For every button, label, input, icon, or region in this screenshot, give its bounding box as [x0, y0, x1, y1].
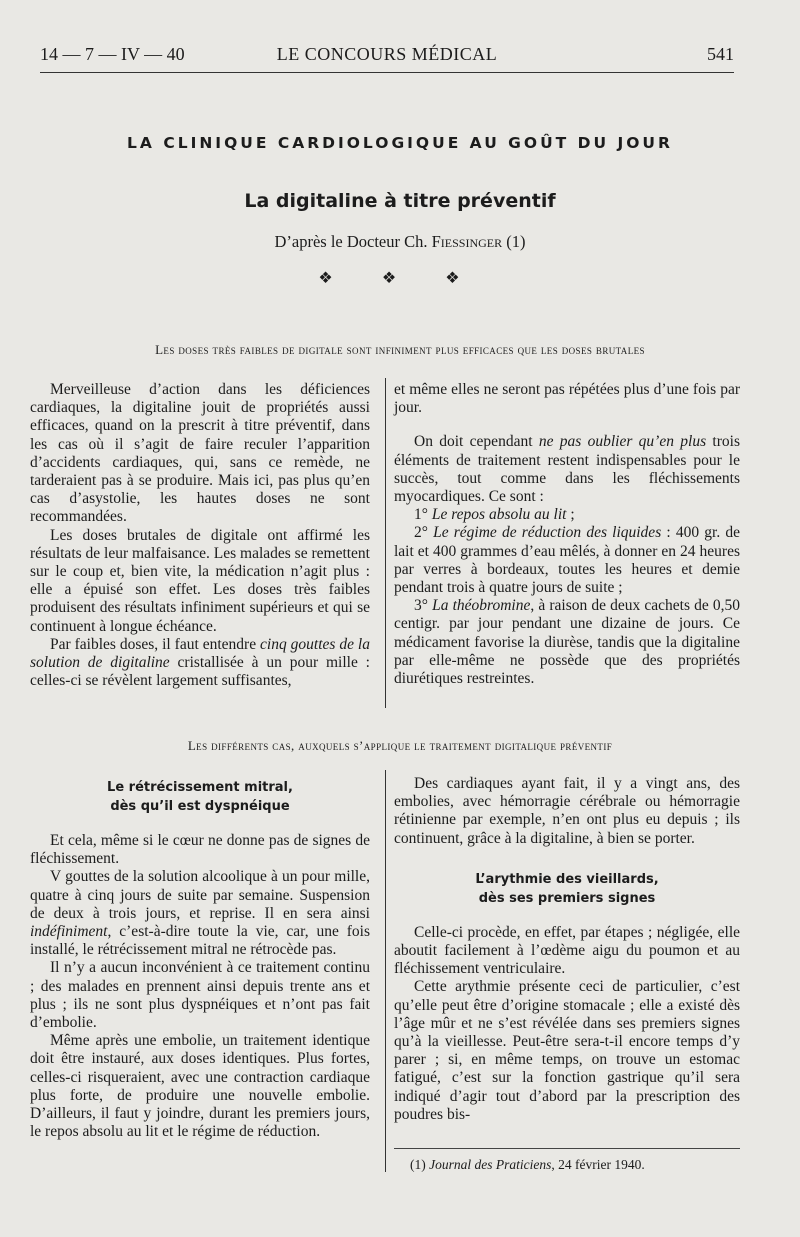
- paragraph: Cette arythmie présente ceci de particulier, c’est qu’elle peut être d’origine stomacale ; elle a existé dès l’âge mûr et ne s’est révélée dans ses premiers signes qu’à la vieillesse. Peut-être sera-t-il encore temps d’y parer ; si, en même temps, on trouve un estomac fatigué, c’est sur la fonction gastrique qu’il sera indiqué d’agir tout d’abord par la prescription des poudres bis-: [394, 978, 740, 1123]
- text-run: ;: [566, 506, 575, 524]
- section1-right-column: [394, 381, 740, 688]
- text-run: , c’est-à-dire toute la vie, car, une fois installé, le rétrécissement mitral ne rétrocède pas.: [30, 923, 370, 959]
- emphasis: cinq gouttes de la solution de digitaline: [30, 635, 370, 672]
- paragraph: Des cardiaques ayant fait, il y a vingt ans, des embolies, avec hémorragie cérébrale ou hémorragie rétinienne par exemple, n’en ont plus eu depuis ; ils continuent, grâce à la digitaline, à bien se porter.: [394, 775, 740, 847]
- text-run: On doit cependant: [414, 433, 539, 451]
- paragraph: [394, 433, 740, 506]
- text-run: cristallisée à un pour mille : celles-ci se révèlent largement suffisantes,: [30, 654, 370, 690]
- section-heading-cases: Les différents cas, auxquels s’applique le traitement digitalique préventif: [187, 738, 613, 753]
- paragraph: Merveilleuse d’action dans les déficiences cardiaques, la digitaline jouit de propriétés aussi efficaces, quand on la prescrit à titre préventif, dans les cas où il s’agit de faire reculer l’apparition d’accidents cardiaques, qui, sans ce remède, ne tarderaient pas à se produire. Mais ici, pas plus qu’en cas d’asystolie, les hautes doses ne sont recommandées.: [30, 381, 370, 526]
- footnote-number: (1): [410, 1157, 430, 1172]
- text-run: Par faibles doses, il faut entendre: [50, 635, 261, 653]
- section-heading-doses: Les doses très faibles de digitale sont infiniment plus efficaces que les doses brutales: [155, 342, 645, 357]
- paragraph-gap: [394, 908, 740, 924]
- subheading-mitral: [30, 778, 370, 816]
- footnote-source: Journal des Praticiens: [429, 1157, 552, 1172]
- article-title: La digitaline à titre préventif: [244, 190, 556, 212]
- byline-footnote-ref: (1): [502, 232, 526, 251]
- paragraph-gap: [394, 417, 740, 433]
- list-item: [394, 597, 740, 688]
- section1-left-column: [30, 381, 370, 690]
- text-run: : 400 gr. de lait et 400 grammes d’eau mêlés, à donner en 24 heures par verres à bordeaux, toutes les heures et demie pendant trois à quatre jours de suite ;: [394, 524, 740, 597]
- text-run: V gouttes de la solution alcoolique à un pour mille, quatre à cinq jours de suite par semaine. Suspension de deux à trois jours, et reprise. Il en sera ainsi: [30, 868, 370, 922]
- byline: [0, 232, 800, 252]
- issue-date: 14 — 7 — IV — 40: [40, 44, 185, 64]
- list-item: [394, 524, 740, 597]
- byline-author: Fiessinger: [431, 232, 503, 251]
- footnote: [410, 1157, 645, 1173]
- subheading-line: L’arythmie des vieillards,: [475, 871, 659, 887]
- section2-left-column: [30, 778, 370, 1141]
- list-number: 1°: [414, 506, 432, 524]
- text-run: trois éléments de traitement restent indispensables pour le succès, tout comme dans les fléchissements myocardiques. Ce sont :: [394, 433, 740, 506]
- paragraph: et même elles ne seront pas répétées plus d’une fois par jour.: [394, 381, 740, 417]
- rubric-title: LA CLINIQUE CARDIOLOGIQUE AU GOÛT DU JOUR: [127, 134, 673, 152]
- text-run: , à raison de deux cachets de 0,50 centigr. par jour pendant une dizaine de jours. Ce médicament favorise la diurèse, tandis que la digitaline par elle-même ne possède que des propriétés diurétiques restreintes.: [394, 597, 740, 688]
- section2-right-column: [394, 775, 740, 1124]
- paragraph: [30, 636, 370, 691]
- footnote-date: , 24 février 1940.: [551, 1157, 645, 1172]
- header-rule: [40, 72, 734, 73]
- byline-prefix: D’après le Docteur Ch.: [274, 232, 432, 251]
- footnote-rule: [394, 1148, 740, 1149]
- paragraph: Et cela, même si le cœur ne donne pas de signes de fléchissement.: [30, 832, 370, 868]
- subheading-line: Le rétrécissement mitral,: [107, 780, 293, 795]
- ornament-divider: ❖ ❖ ❖: [318, 268, 482, 287]
- emphasis: ne pas oublier qu’en plus: [538, 433, 707, 451]
- paragraph-gap: [394, 848, 740, 870]
- list-number: 2°: [414, 524, 434, 542]
- journal-name: LE CONCOURS MÉDICAL: [276, 44, 498, 64]
- page-number: 541: [707, 44, 734, 64]
- paragraph: Celle-ci procède, en effet, par étapes ; négligée, elle aboutit facilement à l’œdème aigu du poumon et au fléchissement ventriculaire.: [394, 923, 740, 978]
- emphasis: Le régime de réduction des liquides: [433, 524, 662, 542]
- running-header: [40, 44, 734, 68]
- emphasis: indéfiniment: [30, 923, 108, 941]
- paragraph-gap: [30, 816, 370, 832]
- column-rule: [385, 378, 386, 708]
- list-item: [394, 506, 740, 524]
- paragraph: [30, 868, 370, 959]
- subheading-line: dès ses premiers signes: [478, 890, 656, 906]
- column-rule: [385, 770, 386, 1172]
- list-number: 3°: [414, 597, 433, 615]
- emphasis: Le repos absolu au lit: [431, 506, 567, 524]
- emphasis: La théobromine: [432, 597, 531, 615]
- paragraph: Même après une embolie, un traitement identique doit être instauré, aux doses identiques. Plus fortes, celles-ci risqueraient, avec une contraction cardiaque plus forte, de produire une nouvelle embolie. D’ailleurs, il faut y joindre, durant les premiers jours, le repos absolu au lit et le régime de réduction.: [30, 1032, 370, 1141]
- subheading-arythmie: [394, 870, 740, 908]
- paragraph: Les doses brutales de digitale ont affirmé les résultats de leur malfaisance. Les malades se remettent sur le coup et, bien vite, la médication n’agit plus : elle a épuisé son effet. Les doses très faibles produisent des résultats infiniment supérieurs et qui se continuent à longue échéance.: [30, 526, 370, 635]
- subheading-line: dès qu’il est dyspnéique: [110, 799, 290, 814]
- paragraph: Il n’y a aucun inconvénient à ce traitement continu ; des malades en prennent ainsi depuis trente ans et plus ; ils ne sont plus dyspnéiques et n’ont pas fait d’embolie.: [30, 959, 370, 1032]
